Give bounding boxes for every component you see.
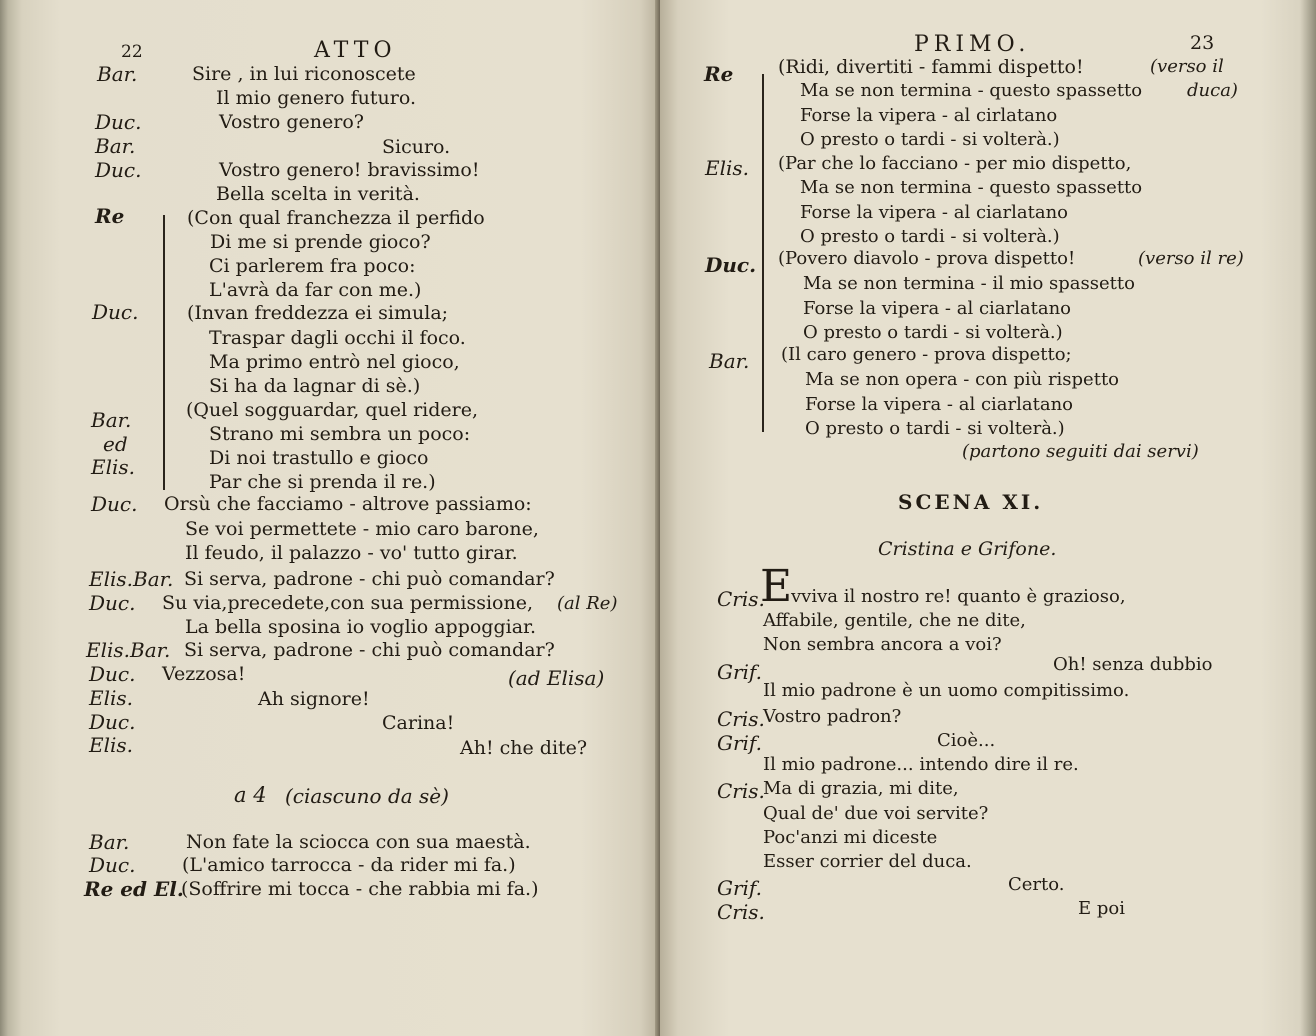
verse-line: Forse la vipera - al ciarlatano	[800, 202, 1068, 223]
stage-direction: (ciascuno da sè)	[285, 784, 449, 808]
verse-line: Ma se non termina - questo spassetto	[800, 177, 1143, 198]
verse-line: (Soffrire mi tocca - che rabbia mi fa.)	[181, 878, 539, 900]
verse-line: O presto o tardi - si volterà.)	[805, 418, 1065, 439]
verse-line: (L'amico tarrocca - da rider mi fa.)	[182, 854, 516, 876]
verse-line: Bella scelta in verità.	[216, 183, 420, 205]
ensemble-brace	[762, 74, 764, 432]
verse-line: Oh! senza dubbio	[1053, 654, 1213, 675]
running-head: ATTO	[314, 38, 397, 63]
verse-line: Par che si prenda il re.)	[209, 471, 436, 493]
verse-line: Poc'anzi mi diceste	[763, 827, 938, 848]
verse-line: (Quel sogguardar, quel ridere,	[186, 399, 479, 421]
verse-line: Vostro padron?	[763, 706, 902, 727]
speaker-label: Bar.	[709, 349, 750, 373]
verse-line: Vezzosa!	[162, 663, 246, 685]
verse-line: Cioè...	[937, 730, 996, 751]
speaker-label: Bar.	[95, 134, 136, 158]
verse-line: Vostro genero! bravissimo!	[219, 159, 480, 181]
verse-line: Ma se non opera - con più rispetto	[805, 369, 1120, 390]
verse-line: Il mio padrone è un uomo compitissimo.	[763, 680, 1130, 701]
speaker-label: Bar.	[89, 830, 130, 854]
speaker-label: Duc.	[92, 300, 139, 324]
speaker-label: Elis.	[91, 455, 136, 479]
speaker-label: Duc.	[95, 158, 142, 182]
verse-line: E poi	[1078, 898, 1125, 919]
verse-line: Forse la vipera - al ciarlatano	[805, 394, 1073, 415]
stage-direction: (partono seguiti dai servi)	[962, 441, 1199, 462]
speaker-label: Cris.	[717, 779, 765, 803]
speaker-label: Elis.	[705, 156, 750, 180]
speaker-label: Duc.	[95, 110, 142, 134]
verse-line: Vostro genero?	[219, 111, 364, 133]
ensemble-heading: a 4	[234, 783, 267, 807]
right-page	[660, 0, 1316, 1036]
verse-line: Ma se non termina - il mio spassetto	[803, 273, 1135, 294]
stage-direction: (ad Elisa)	[508, 666, 605, 690]
verse-line: O presto o tardi - si volterà.)	[803, 322, 1063, 343]
running-head: PRIMO.	[914, 32, 1031, 57]
verse-line: Non fate la sciocca con sua maestà.	[186, 831, 531, 853]
speaker-label: Duc.	[89, 853, 136, 877]
stage-direction: (al Re)	[557, 593, 618, 614]
speaker-label: Duc.	[89, 710, 136, 734]
verse-line: Forse la vipera - al cirlatano	[800, 105, 1058, 126]
speaker-label: Elis.Bar.	[86, 638, 171, 662]
speaker-label: Cris.	[717, 707, 765, 731]
speaker-label: Grif.	[717, 731, 762, 755]
verse-line: Orsù che facciamo - altrove passiamo:	[164, 493, 532, 515]
verse-line: Certo.	[1008, 874, 1065, 895]
verse-line: vviva il nostro re! quanto è grazioso,	[791, 586, 1126, 607]
speaker-label: Re ed El.	[84, 877, 184, 901]
verse-line: Ma se non termina - questo spassetto	[800, 80, 1143, 101]
speaker-label: ed	[103, 432, 128, 456]
verse-line: Il mio genero futuro.	[216, 87, 417, 109]
speaker-label: Bar.	[97, 62, 138, 86]
page-number: 22	[121, 42, 143, 62]
verse-line: Sicuro.	[382, 136, 451, 158]
page-number: 23	[1190, 32, 1215, 54]
verse-line: Di noi trastullo e gioco	[209, 447, 429, 469]
verse-line: Si ha da lagnar di sè.)	[209, 375, 421, 397]
verse-line: Affabile, gentile, che ne dite,	[763, 610, 1026, 631]
scene-characters: Cristina e Grifone.	[878, 538, 1057, 560]
verse-line: Si serva, padrone - chi può comandar?	[184, 639, 555, 661]
verse-line: Su via,precedete,con sua permissione,	[162, 592, 534, 614]
speaker-label: Cris.	[717, 900, 765, 924]
speaker-label: Duc.	[705, 253, 757, 277]
speaker-label: Duc.	[89, 662, 136, 686]
verse-line: L'avrà da far con me.)	[209, 279, 422, 301]
drop-capital: E	[760, 561, 793, 612]
speaker-label: Elis.	[89, 686, 134, 710]
stage-direction: (verso il	[1150, 56, 1224, 77]
verse-line: (Invan freddezza ei simula;	[187, 302, 449, 324]
verse-line: Ma primo entrò nel gioco,	[209, 351, 460, 373]
verse-line: Di me si prende gioco?	[210, 231, 431, 253]
verse-line: La bella sposina io voglio appoggiar.	[185, 616, 537, 638]
verse-line: Il mio padrone... intendo dire il re.	[763, 754, 1079, 775]
speaker-label: Grif.	[717, 876, 762, 900]
verse-line: Strano mi sembra un poco:	[209, 423, 471, 445]
scene-heading: SCENA XI.	[898, 490, 1044, 514]
speaker-label: Elis.	[89, 733, 134, 757]
speaker-label: Re	[95, 204, 125, 228]
verse-line: O presto o tardi - si volterà.)	[800, 129, 1060, 150]
speaker-label: Cris.	[717, 587, 765, 611]
stage-direction: duca)	[1187, 80, 1238, 101]
verse-line: (Con qual franchezza il perfido	[187, 207, 485, 229]
speaker-label: Elis.Bar.	[89, 567, 174, 591]
verse-line: Esser corrier del duca.	[763, 851, 972, 872]
speaker-label: Bar.	[91, 408, 132, 432]
verse-line: Ah signore!	[258, 688, 370, 710]
verse-line: (Ridi, divertiti - fammi dispetto!	[778, 56, 1084, 78]
speaker-label: Duc.	[89, 591, 136, 615]
verse-line: Si serva, padrone - chi può comandar?	[184, 568, 555, 590]
verse-line: Carina!	[382, 712, 455, 734]
speaker-label: Grif.	[717, 660, 762, 684]
verse-line: Sire , in lui riconoscete	[192, 63, 416, 85]
verse-line: Traspar dagli occhi il foco.	[209, 327, 466, 349]
verse-line: O presto o tardi - si volterà.)	[800, 226, 1060, 247]
verse-line: Ah! che dite?	[460, 737, 588, 759]
verse-line: (Par che lo facciano - per mio dispetto,	[778, 153, 1132, 174]
verse-line: (Il caro genero - prova dispetto;	[781, 344, 1072, 365]
verse-line: Ma di grazia, mi dite,	[763, 778, 959, 799]
verse-line: Qual de' due voi servite?	[763, 803, 989, 824]
ensemble-brace	[163, 215, 165, 490]
verse-line: Il feudo, il palazzo - vo' tutto girar.	[185, 542, 518, 564]
verse-line: Non sembra ancora a voi?	[763, 634, 1002, 655]
verse-line: Forse la vipera - al ciarlatano	[803, 298, 1071, 319]
verse-line: Ci parlerem fra poco:	[209, 255, 416, 277]
stage-direction: (verso il re)	[1138, 248, 1244, 269]
verse-line: Se voi permettete - mio caro barone,	[185, 518, 539, 540]
speaker-label: Re	[704, 62, 734, 86]
verse-line: (Povero diavolo - prova dispetto!	[778, 248, 1076, 269]
speaker-label: Duc.	[91, 492, 138, 516]
